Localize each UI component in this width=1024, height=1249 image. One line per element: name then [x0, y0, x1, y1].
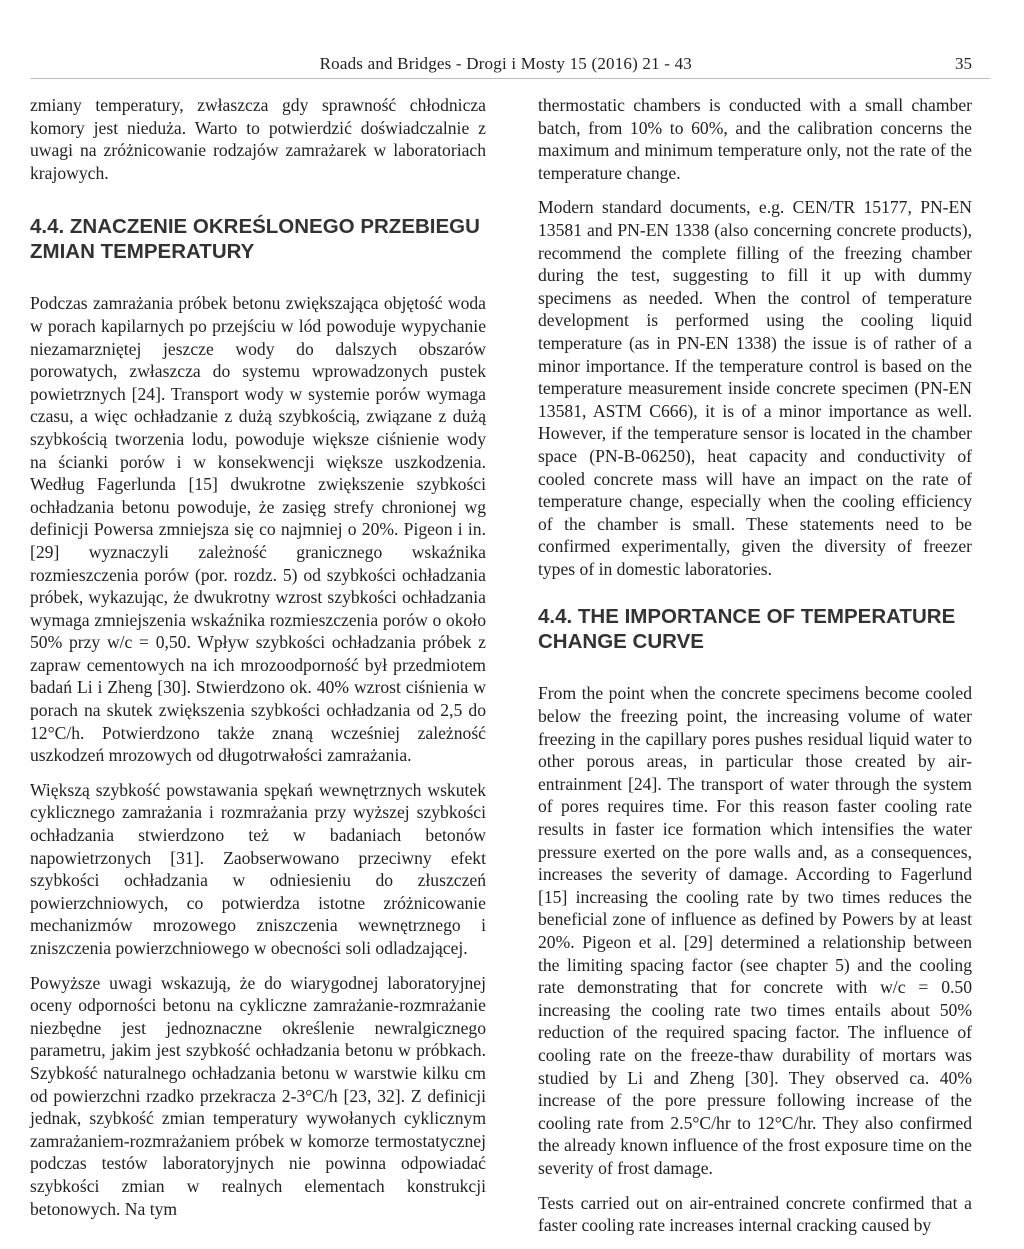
right-intro-paragraph: thermostatic chambers is conducted with a small chamber batch, from 10% to 60%, and the calibration concerns the maximum and minimum temperature only, not the rate of the temperature change.	[538, 95, 972, 183]
right-standards-paragraph: Modern standard documents, e.g. CEN/TR 15177, PN-EN 13581 and PN-EN 1338 (also concerning concrete products), recommend the complete filling of the freezing chamber during the test, suggesting to fill it up with dummy specimens as needed. When the control of temperature development is performed using the cooling liquid temperature (as in PN-EN 1338) the issue is of rather of a minor importance. If the temperature control is based on the temperature measurement inside concrete specimen (PN-EN 13581, ASTM C666), it is of a minor importance as well. However, if the temperature sensor is located in the chamber space (PN-B-06250), heat capacity and conductivity of cooled concrete mass will have an impact on the rate of temperature change, especially when the cooling efficiency of the chamber is small. These statements need to be confirmed experimentally, given the diversity of freezer types of in domestic laboratories.	[538, 197, 972, 579]
running-header	[30, 52, 990, 79]
right-paragraph-1: From the point when the concrete specimens become cooled below the freezing point, the increasing volume of water freezing in the capillary pores pushes residual liquid water to other porous areas, in particular those created by air-entrainment [24]. The transport of water through the system of pores requires time. For this reason faster cooling rate results in faster ice formation which intensifies the water pressure exerted on the pore walls and, as a consequences, increases the severity of damage. According to Fagerlund [15] increasing the cooling rate by two times reduces the beneficial zone of influence as defined by Powers by at least 20%. Pigeon et al. [29] determined a relationship between the limiting spacing factor (see chapter 5) and the cooling rate demonstrating that for concrete with w/c = 0.50 increasing the cooling rate two times entails about 50% reduction of the required spacing factor. The influence of cooling rate on the freeze-thaw durability of mortars was studied by Li and Zheng [30]. They observed ca. 40% increase of the pore pressure following increase of the cooling rate from 2.5°C/hr to 12°C/hr. They also confirmed the already known influence of the frost exposure time on the severity of frost damage.	[538, 683, 972, 1178]
left-paragraph-3: Powyższe uwagi wskazują, że do wiarygodnej laboratoryjnej oceny odporności betonu na cykliczne zamrażanie-rozmrażanie niezbędne jest jednoznaczne określenie newralgicznego parametru, jakim jest szybkość ochładzania betonu w próbkach. Szybkość naturalnego ochładzania betonu w warstwie kilku cm od powierzchni rzadko przekracza 2-3°C/h [23, 32]. Z definicji jednak, szybkość zmian temperatury wywołanych cyklicznym zamrażaniem-rozmrażaniem próbek w komorze termostatycznej podczas testów laboratoryjnych nie powinna odpowiadać szybkości zmian w realnych elementach konstrukcji betonowych. Na tym	[30, 972, 486, 1219]
left-column-polish	[30, 94, 486, 1232]
left-paragraph-2: Większą szybkość powstawania spękań wewnętrznych wskutek cyklicznego zamrażania i rozmrażania przy wyższej szybkości ochładzania stwierdzono też w badaniach betonów napowietrzonych [31]. Zaobserwowano przeciwny efekt szybkości ochładzania w odniesieniu do złuszczeń powierzchniowych, co potwierdza istotne zróżnicowanie mechanizmów mrozowego zniszczenia wewnętrznego i zniszczenia powierzchniowego w obecności soli odladzającej.	[30, 779, 486, 958]
page-number: 35	[955, 54, 972, 73]
right-paragraph-2: Tests carried out on air-entrained concrete confirmed that a faster cooling rate increases internal cracking caused by	[538, 1192, 972, 1236]
left-paragraph-1: Podczas zamrażania próbek betonu zwiększająca objętość woda w porach kapilarnych po przejściu w lód powoduje wypychanie niezamarzniętej jeszcze wody do dalszych obszarów porowatych, zwłaszcza do systemu wprowadzonych pustek powietrznych [24]. Transport wody w systemie porów wymaga czasu, a więc ochładzanie z dużą szybkością, związane z dużą szybkością tworzenia lodu, powoduje większe ciśnienie wody na ścianki porów i w konsekwencji większe uszkodzenia. Według Fagerlunda [15] dwukrotne zwiększenie szybkości ochładzania betonu powoduje, że zasięg strefy chronionej wg definicji Powersa zmniejsza się co najmniej o 20%. Pigeon i in. [29] wyznaczyli zależność granicznego wskaźnika rozmieszczenia porów (por. rozdz. 5) od szybkości ochładzania próbek, wykazując, że dwukrotny wzrost szybkości ochładzania wymaga zmniejszenia wskaźnika rozmieszczenia porów o około 50% przy w/c = 0,50. Wpływ szybkości ochładzania próbek z zapraw cementowych na ich mrozoodporność był przedmiotem badań Li i Zheng [30]. Stwierdzono ok. 40% wzrost ciśnienia w porach na skutek zwiększenia szybkości ochładzania od 2,5 do 12°C/h. Potwierdzono także znaną wcześniej zależność uszkodzeń mrozowych od długotrwałości zamrażania.	[30, 293, 486, 766]
left-intro-paragraph: zmiany temperatury, zwłaszcza gdy sprawność chłodnicza komory jest nieduża. Warto to potwierdzić doświadczalnie z uwagi na zróżnicowanie rodzajów zamrażarek w laboratoriach krajowych.	[30, 95, 486, 183]
left-section-heading: 4.4. ZNACZENIE OKREŚLONEGO PRZEBIEGU ZMIAN TEMPERATURY	[30, 215, 480, 264]
right-section-heading: 4.4. THE IMPORTANCE OF TEMPERATURE CHANGE CURVE	[538, 605, 956, 654]
journal-citation: Roads and Bridges - Drogi i Mosty 15 (2016) 21 - 43	[319, 54, 692, 73]
right-column-english	[538, 94, 972, 1249]
